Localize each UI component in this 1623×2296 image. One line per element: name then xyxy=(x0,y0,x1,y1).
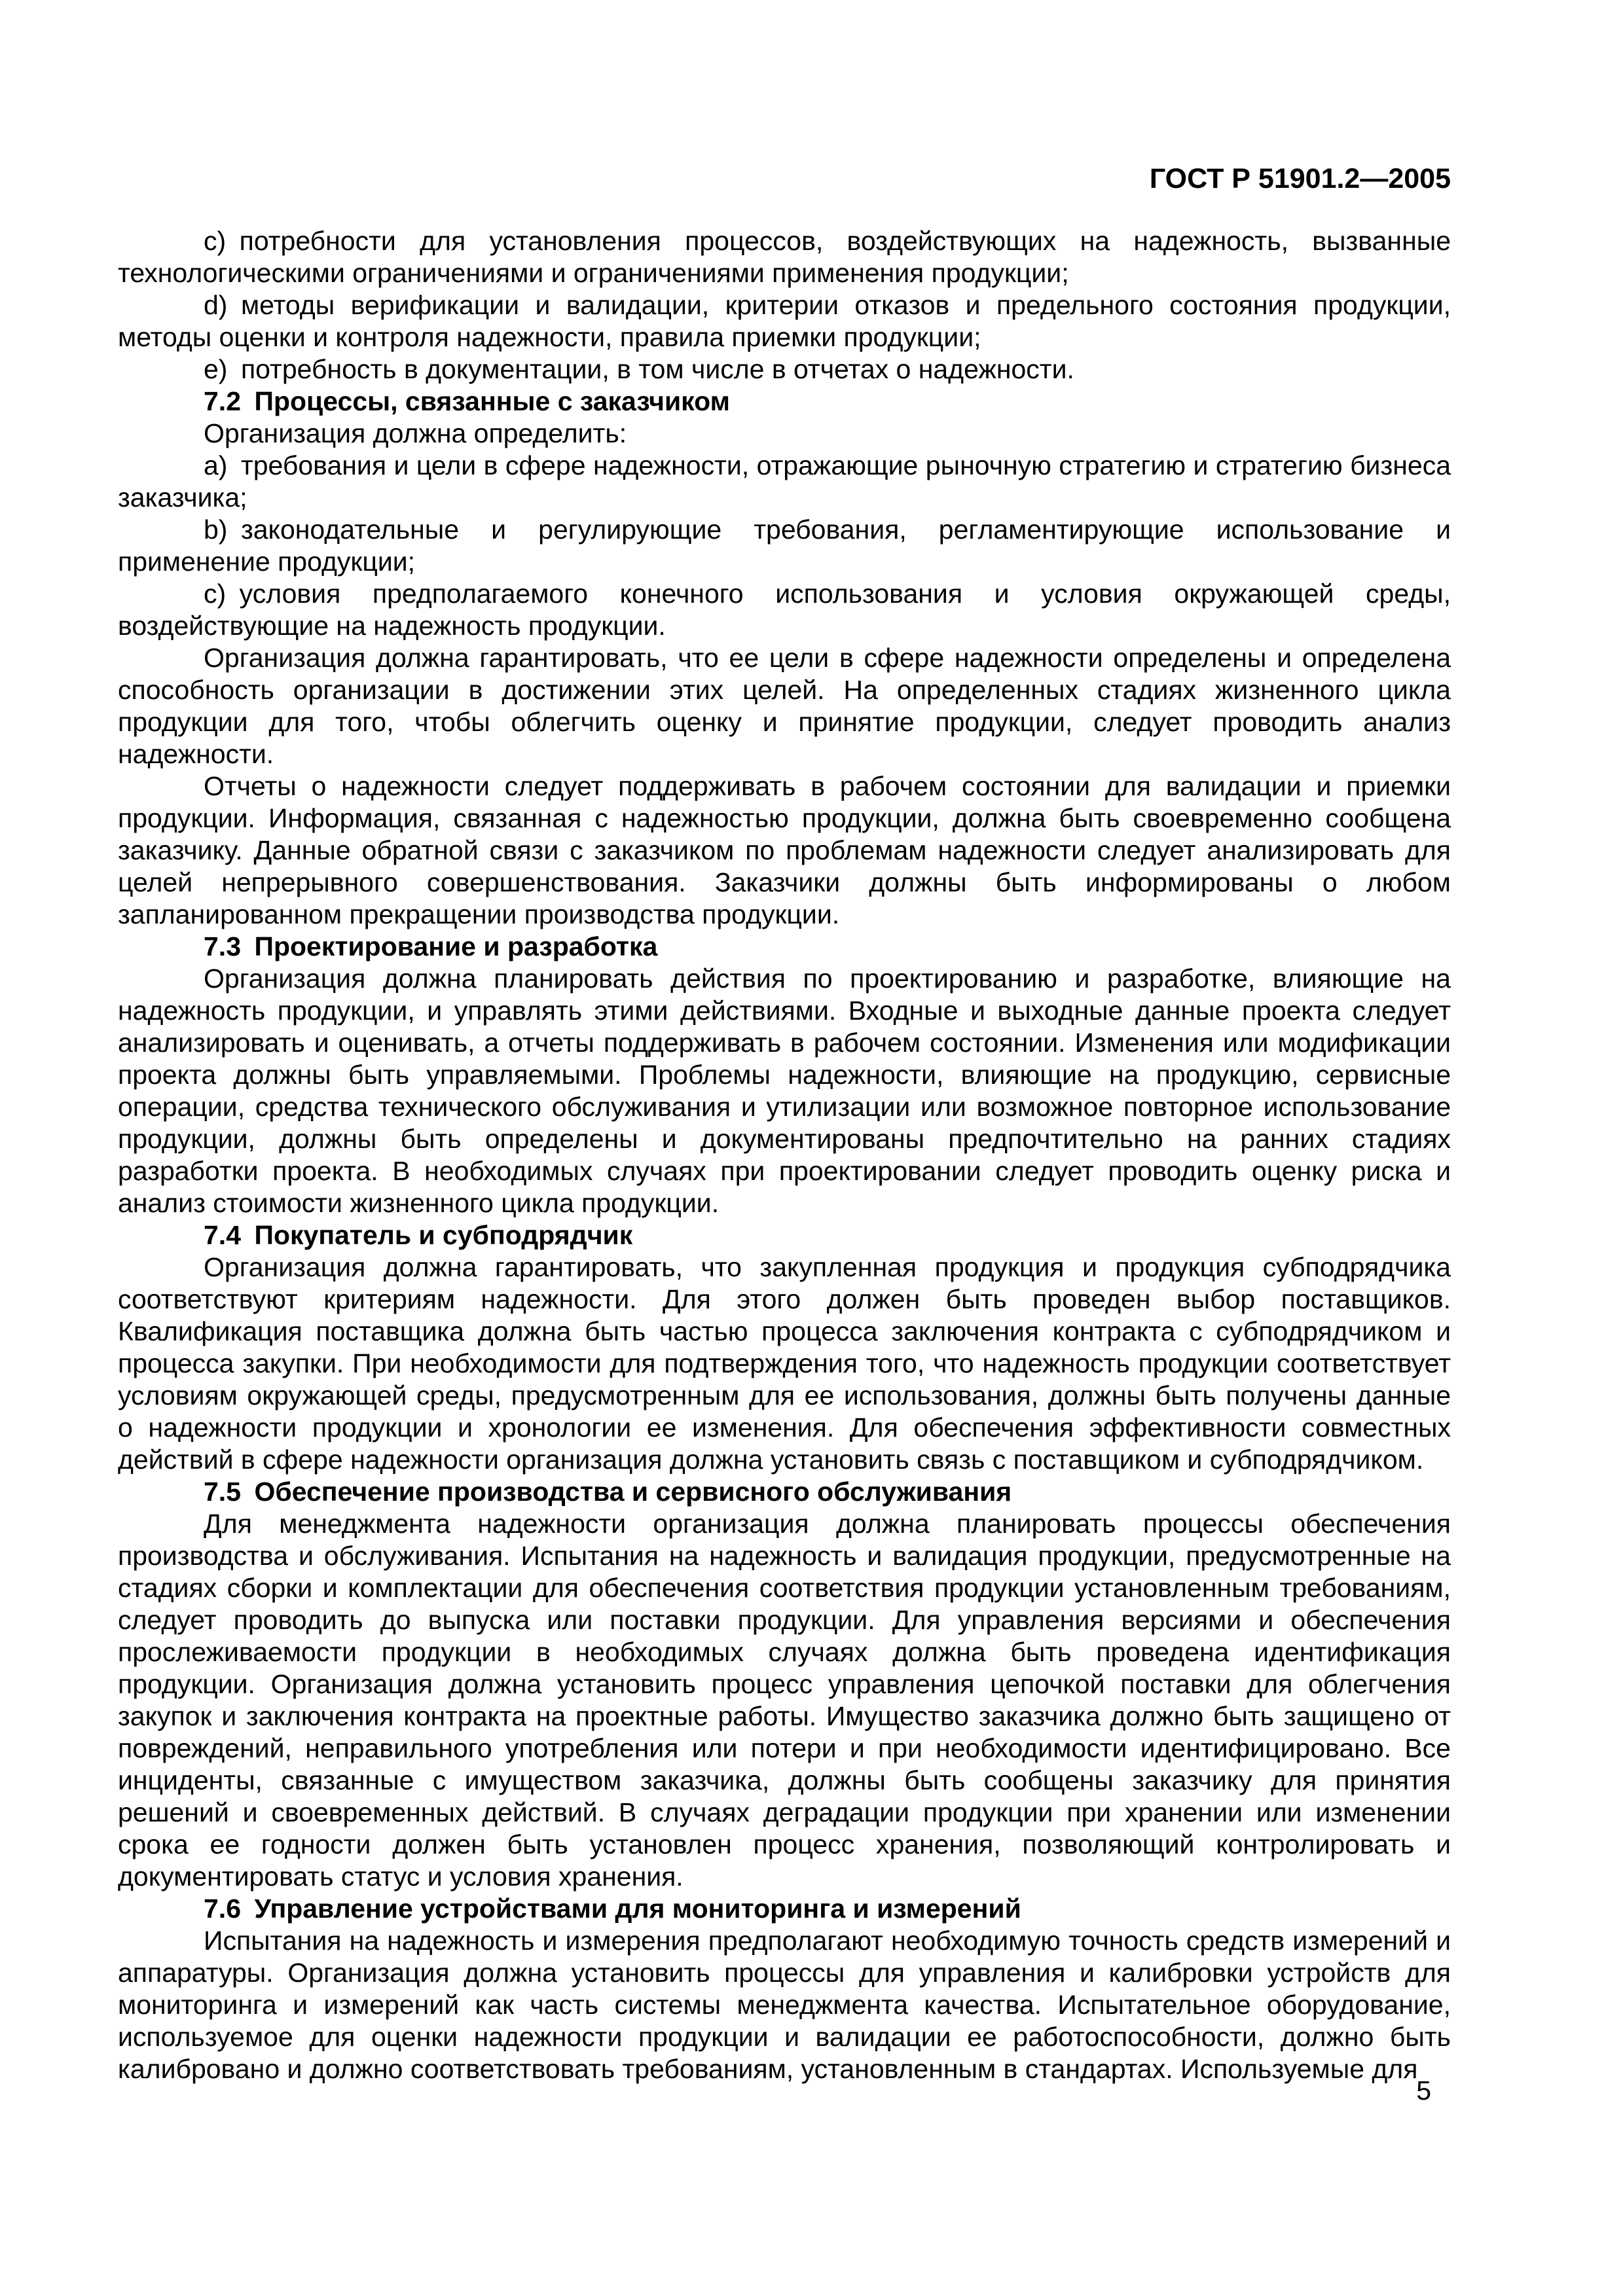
paragraph-7-4-body: Организация должна гарантировать, что закупленная продукция и продукция субподрядчика соответствуют критериям надежности. Для этого должен быть проведен выбор поставщиков. Квалификация поставщика должна быть частью процесса заключения контракта с субподрядчиком и процесса закупки. При необходимости для подтверждения того, что надежность продукции соответствует условиям окружающей среды, предусмотренным для ее использования, должны быть получены данные о надежности продукции и хронологии ее изменения. Для обеспечения эффективности совместных действий в сфере надежности организация должна установить связь с поставщиком и субподрядчиком. xyxy=(118,1252,1451,1475)
section-heading-7-2: 7.2 Процессы, связанные с заказчиком xyxy=(204,386,730,416)
document-code-header: ГОСТ Р 51901.2—2005 xyxy=(1149,163,1451,194)
paragraph-list-item-c-2: c) условия предполагаемого конечного использования и условия окружающей среды, воздействующие на надежность продукции. xyxy=(118,579,1451,641)
paragraph-7-3-body: Организация должна планировать действия по проектированию и разработке, влияющие на надежность продукции, и управлять этими действиями. Входные и выходные данные проекта следует анализировать и оценивать, а отчеты поддерживать в рабочем состоянии. Изменения или модификации проекта должны быть управляемыми. Проблемы надежности, влияющие на продукцию, сервисные операции, средства технического обслуживания и утилизации или возможное повторное использование продукции, должны быть определены и документированы предпочтительно на ранних стадиях разработки проекта. В необходимых случаях при проектировании следует проводить оценку риска и анализ стоимости жизненного цикла продукции. xyxy=(118,963,1451,1218)
section-heading-7-6: 7.6 Управление устройствами для мониторинга и измерений xyxy=(204,1893,1021,1924)
section-heading-7-5: 7.5 Обеспечение производства и сервисного обслуживания xyxy=(204,1477,1012,1507)
document-body xyxy=(118,225,1451,2085)
paragraph-7-2-body-1: Организация должна гарантировать, что ее цели в сфере надежности определены и определена способность организации в достижении этих целей. На определенных стадиях жизненного цикла продукции для того, чтобы облегчить оценку и принятие продукции, следует проводить анализ надежности. xyxy=(118,643,1451,769)
section-heading-7-3: 7.3 Проектирование и разработка xyxy=(204,931,658,961)
paragraph-list-item-e: e) потребность в документации, в том числе в отчетах о надежности. xyxy=(204,354,1074,384)
paragraph-7-2-intro: Организация должна определить: xyxy=(204,418,627,448)
section-heading-7-4: 7.4 Покупатель и субподрядчик xyxy=(204,1220,633,1250)
paragraph-7-6-body: Испытания на надежность и измерения предполагают необходимую точность средств измерений и аппаратуры. Организация должна установить процессы для управления и калибровки устройств для мониторинга и измерений как часть системы менеджмента качества. Испытательное оборудование, используемое для оценки надежности продукции и валидации ее работоспособности, должно быть калибровано и должно соответствовать требованиям, установленным в стандартах. Используемые для xyxy=(118,1926,1451,2084)
paragraph-list-item-c: c) потребности для установления процессов, воздействующих на надежность, вызванные технологическими ограничениями и ограничениями применения продукции; xyxy=(118,226,1451,288)
paragraph-list-item-b: b) законодательные и регулирующие требования, регламентирующие использование и применение продукции; xyxy=(118,514,1451,577)
paragraph-7-5-body: Для менеджмента надежности организация должна планировать процессы обеспечения производства и обслуживания. Испытания на надежность и валидация продукции, предусмотренные на стадиях сборки и комплектации для обеспечения соответствия продукции установленным требованиям, следует проводить до выпуска или поставки продукции. Для управления версиями и обеспечения прослеживаемости продукции в необходимых случаях должна быть проведена идентификация продукции. Организация должна установить процесс управления цепочкой поставки для облегчения закупок и заключения контракта на проектные работы. Имущество заказчика должно быть защищено от повреждений, неправильного употребления или потери и при необходимости идентифицировано. Все инциденты, связанные с имуществом заказчика, должны быть сообщены заказчику для принятия решений и своевременных действий. В случаях деградации продукции при хранении или изменении срока ее годности должен быть установлен процесс хранения, позволяющий контролировать и документировать статус и условия хранения. xyxy=(118,1509,1451,1892)
paragraph-list-item-d: d) методы верификации и валидации, критерии отказов и предельного состояния продукции, методы оценки и контроля надежности, правила приемки продукции; xyxy=(118,290,1451,352)
paragraph-list-item-a: a) требования и цели в сфере надежности, отражающие рыночную стратегию и стратегию бизнеса заказчика; xyxy=(118,450,1451,512)
paragraph-7-2-body-2: Отчеты о надежности следует поддерживать в рабочем состоянии для валидации и приемки продукции. Информация, связанная с надежностью продукции, должна быть своевременно сообщена заказчику. Данные обратной связи с заказчиком по проблемам надежности следует анализировать для целей непрерывного совершенствования. Заказчики должны быть информированы о любом запланированном прекращении производства продукции. xyxy=(118,771,1451,929)
page-number: 5 xyxy=(1416,2075,1431,2106)
